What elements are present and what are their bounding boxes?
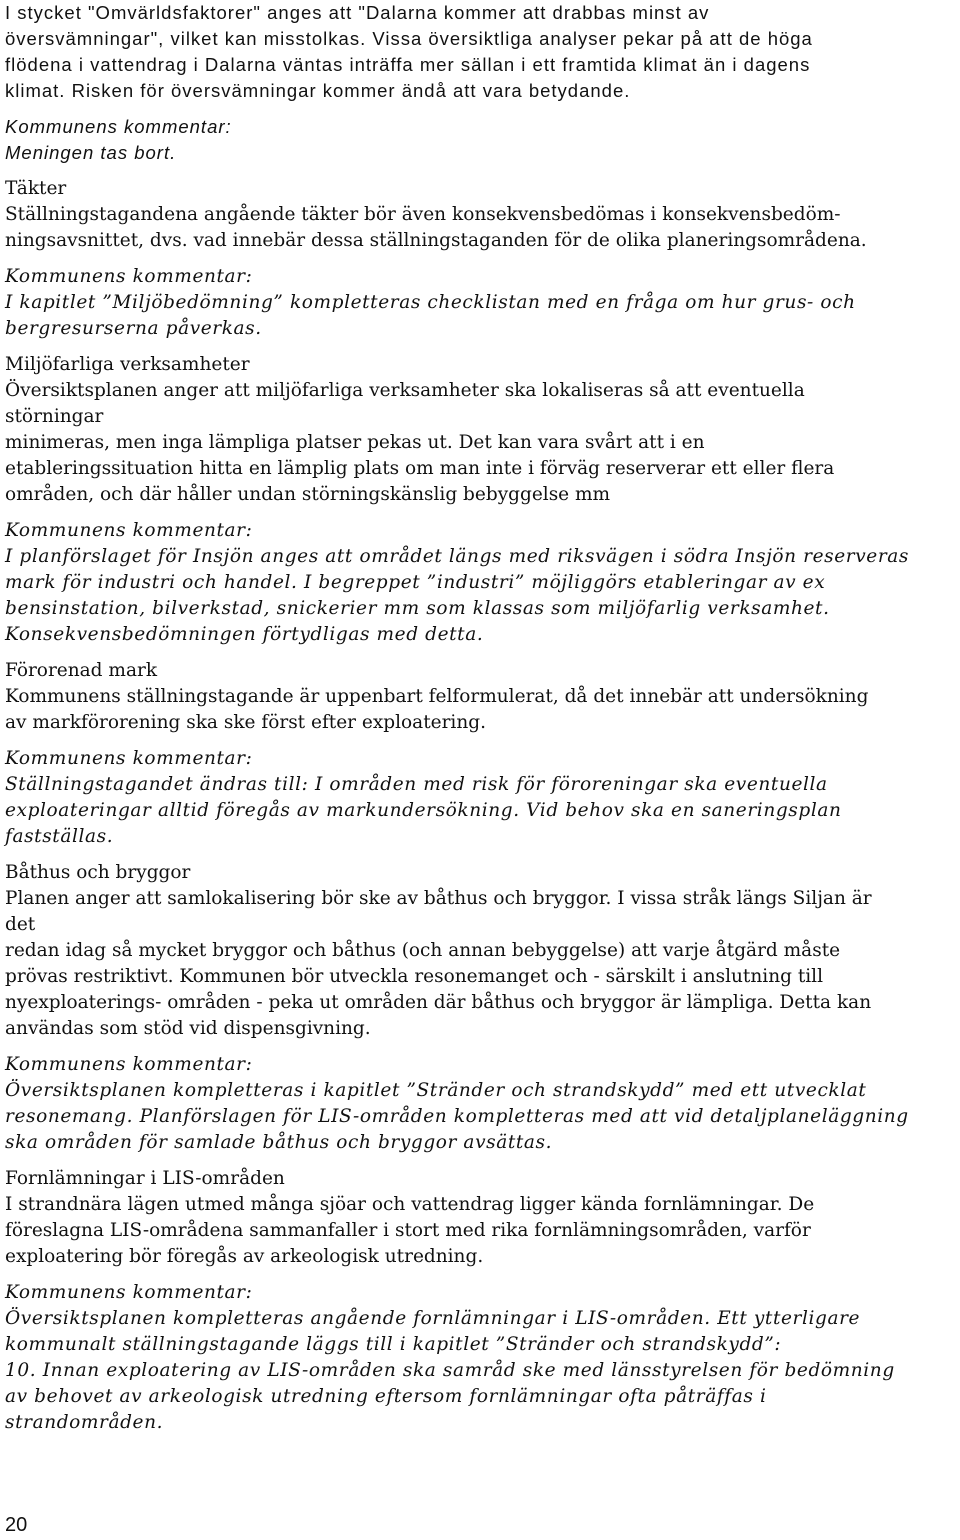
fororenad-comment [5, 746, 955, 850]
text-line: minimeras, men inga lämpliga platser pekas ut. Det kan vara svårt att i en [5, 432, 705, 453]
text-line: redan idag så mycket bryggor och båthus (och annan bebyggelse) att varje åtgärd måste [5, 940, 841, 961]
text-line: Översiktsplanen anger att miljöfarliga verksamheter ska lokaliseras så att eventuella [5, 380, 805, 401]
fornlamningar-comment [5, 1280, 955, 1436]
fororenad-section [5, 658, 955, 736]
comment-text: resonemang. Planförslagen för LIS-områden kompletteras med att vid detaljplaneläggning [5, 1106, 909, 1127]
bathus-comment [5, 1052, 955, 1156]
section-heading: Fornlämningar i LIS-områden [5, 1168, 285, 1189]
miljo-comment [5, 518, 955, 648]
comment-text: kommunalt ställningstagande läggs till i kapitlet ”Stränder och strandskydd”: [5, 1334, 782, 1355]
text-line: av markförorening ska ske först efter exploatering. [5, 712, 486, 733]
section-heading: Miljöfarliga verksamheter [5, 354, 250, 375]
text-line: områden, och där håller undan störningskänslig bebyggelse mm [5, 484, 611, 505]
text-line: nyexploaterings- områden - peka ut områden där båthus och bryggor är lämpliga. Detta kan [5, 992, 872, 1013]
comment-text: Meningen tas bort. [5, 142, 177, 163]
comment-text: mark för industri och handel. I begreppet ”industri” möjliggörs etableringar av ex [5, 572, 826, 593]
text-line: Kommunens ställningstagande är uppenbart felformulerat, då det innebär att undersökning [5, 686, 869, 707]
comment-text: fastställas. [5, 826, 114, 847]
text-line: störningar [5, 406, 104, 427]
comment-heading: Kommunens kommentar: [5, 1054, 253, 1075]
comment-text: I kapitlet ”Miljöbedömning” kompletteras checklistan med en fråga om hur grus- och [5, 292, 856, 313]
comment-text: I planförslaget för Insjön anges att området längs med riksvägen i södra Insjön reserveras [5, 546, 909, 567]
text-line: exploatering bör föregås av arkeologisk utredning. [5, 1246, 484, 1267]
comment-text: 10. Innan exploatering av LIS-områden ska samråd ske med länsstyrelsen för bedömning [5, 1360, 895, 1381]
comment-text: bensinstation, bilverkstad, snickerier mm som klassas som miljöfarlig verksamhet. [5, 598, 830, 619]
text-line: ningsavsnittet, dvs. vad innebär dessa ställningstaganden för de olika planeringsområdena. [5, 230, 867, 251]
comment-heading: Kommunens kommentar: [5, 116, 232, 137]
comment-text: Ställningstagandet ändras till: I områden med risk för föroreningar ska eventuella [5, 774, 828, 795]
text-line: I stycket "Omvärldsfaktorer" anges att "Dalarna kommer att drabbas minst av [5, 2, 710, 23]
comment-text: Översiktsplanen kompletteras angående fornlämningar i LIS-områden. Ett ytterligare [5, 1308, 861, 1329]
text-line: flödena i vattendrag i Dalarna väntas inträffa mer sällan i ett framtida klimat än i dagens [5, 54, 811, 75]
text-line: klimat. Risken för översvämningar kommer ändå att vara betydande. [5, 80, 631, 101]
takter-section [5, 176, 955, 254]
text-line: användas som stöd vid dispensgivning. [5, 1018, 371, 1039]
comment-text: exploateringar alltid föregås av markundersökning. Vid behov ska en saneringsplan [5, 800, 842, 821]
text-line: prövas restriktivt. Kommunen bör utveckla resonemanget och - särskilt i anslutning till [5, 966, 824, 987]
comment-heading: Kommunens kommentar: [5, 266, 253, 287]
comment-text: strandområden. [5, 1412, 164, 1433]
fornlamningar-section [5, 1166, 955, 1270]
section-heading: Täkter [5, 178, 67, 199]
document-page [5, 0, 955, 1436]
climate-paragraph [5, 0, 955, 104]
text-line: Ställningstagandena angående täkter bör även konsekvensbedömas i konsekvensbedöm- [5, 204, 841, 225]
comment-heading: Kommunens kommentar: [5, 520, 253, 541]
page-number: 20 [5, 1514, 28, 1536]
comment-text: ska områden för samlade båthus och bryggor avsättas. [5, 1132, 553, 1153]
comment-text: bergresurserna påverkas. [5, 318, 262, 339]
text-line: etableringssituation hitta en lämplig plats om man inte i förväg reserverar ett eller flera [5, 458, 835, 479]
text-line: Planen anger att samlokalisering bör ske av båthus och bryggor. I vissa stråk längs Siljan är [5, 888, 872, 909]
text-line: det [5, 914, 36, 935]
bathus-section [5, 860, 955, 1042]
miljo-section [5, 352, 955, 508]
climate-comment [5, 114, 955, 166]
text-line: föreslagna LIS-områdena sammanfaller i stort med rika fornlämningsområden, varför [5, 1220, 811, 1241]
comment-text: Konsekvensbedömningen förtydligas med detta. [5, 624, 484, 645]
text-line: översvämningar", vilket kan misstolkas. Vissa översiktliga analyser pekar på att de höga [5, 28, 813, 49]
comment-text: Översiktsplanen kompletteras i kapitlet ”Stränder och strandskydd” med ett utvecklat [5, 1080, 867, 1101]
comment-heading: Kommunens kommentar: [5, 1282, 253, 1303]
comment-text: av behovet av arkeologisk utredning eftersom fornlämningar ofta påträffas i [5, 1386, 767, 1407]
takter-comment [5, 264, 955, 342]
section-heading: Förorenad mark [5, 660, 158, 681]
comment-heading: Kommunens kommentar: [5, 748, 253, 769]
section-heading: Båthus och bryggor [5, 862, 191, 883]
text-line: I strandnära lägen utmed många sjöar och vattendrag ligger kända fornlämningar. De [5, 1194, 815, 1215]
